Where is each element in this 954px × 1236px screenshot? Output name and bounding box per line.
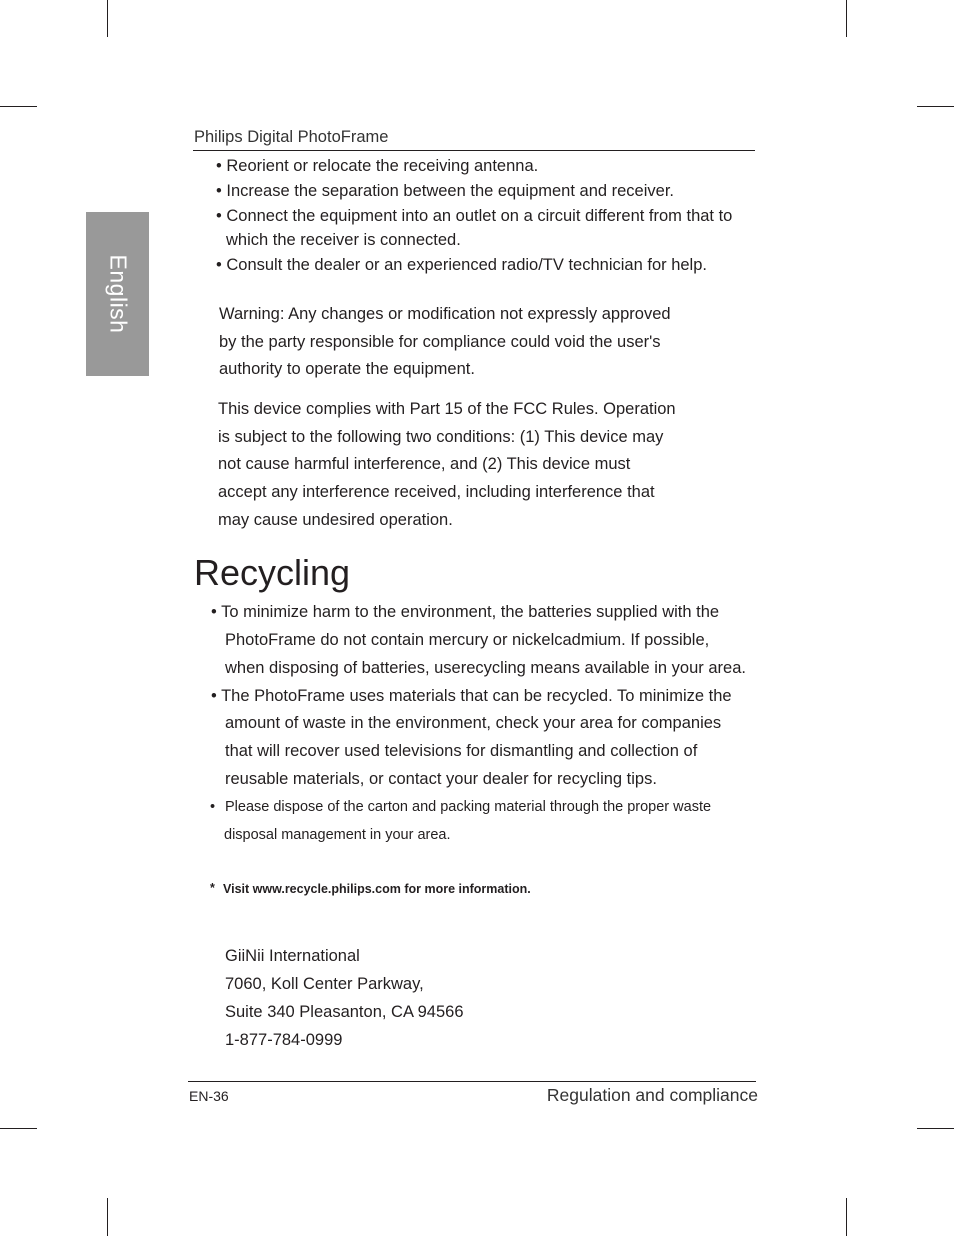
crop-mark [107, 1198, 108, 1236]
crop-mark [917, 1128, 954, 1129]
recycling-heading: Recycling [194, 552, 351, 593]
crop-mark [846, 1198, 847, 1236]
fcc-statement: accept any interference received, including interference that [218, 483, 655, 501]
city-address: Suite 340 Pleasanton, CA 94566 [225, 1003, 464, 1021]
phone-number: 1-877-784-0999 [225, 1031, 343, 1049]
warning-text: authority to operate the equipment. [219, 360, 475, 378]
note-asterisk: * [210, 881, 215, 895]
crop-mark [917, 106, 954, 107]
warning-text: Warning: Any changes or modification not expressly approved [219, 305, 671, 323]
fcc-tip: • Increase the separation between the equipment and receiver. [216, 182, 674, 200]
crop-mark [107, 0, 108, 37]
recycling-item-bullet: • [210, 799, 216, 815]
recycling-item: disposal management in your area. [224, 827, 451, 843]
header-divider [193, 150, 755, 151]
fcc-tip: which the receiver is connected. [226, 231, 461, 249]
recycling-item: that will recover used televisions for dismantling and collection of [225, 742, 698, 760]
crop-mark [0, 1128, 37, 1129]
warning-text: by the party responsible for compliance could void the user's [219, 333, 661, 351]
recycling-item: • The PhotoFrame uses materials that can be recycled. To minimize the [211, 687, 732, 705]
language-tab [86, 212, 149, 376]
company-name: GiiNii International [225, 947, 360, 965]
recycling-item: when disposing of batteries, userecycling means available in your area. [225, 659, 746, 677]
fcc-statement: may cause undesired operation. [218, 511, 453, 529]
fcc-tip: • Reorient or relocate the receiving antenna. [216, 157, 539, 175]
fcc-tip: • Consult the dealer or an experienced radio/TV technician for help. [216, 256, 707, 274]
fcc-statement: not cause harmful interference, and (2) This device must [218, 455, 631, 473]
fcc-tip: • Connect the equipment into an outlet on a circuit different from that to [216, 207, 733, 225]
street-address: 7060, Koll Center Parkway, [225, 975, 424, 993]
footer-divider [188, 1081, 756, 1082]
language-tab-label: English [105, 254, 131, 334]
fcc-statement: This device complies with Part 15 of the FCC Rules. Operation [218, 400, 676, 418]
recycling-item: Please dispose of the carton and packing material through the proper waste [225, 799, 712, 815]
section-name: Regulation and compliance [546, 1085, 758, 1105]
page-number: EN-36 [189, 1088, 229, 1104]
recycling-item: PhotoFrame do not contain mercury or nickelcadmium. If possible, [225, 631, 710, 649]
recycling-item: amount of waste in the environment, check your area for companies [225, 714, 722, 732]
recycling-item: reusable materials, or contact your dealer for recycling tips. [225, 770, 657, 788]
recycling-note: Visit www.recycle.philips.com for more information. [223, 882, 531, 896]
header-title: Philips Digital PhotoFrame [194, 128, 389, 146]
recycling-item: • To minimize harm to the environment, the batteries supplied with the [211, 603, 720, 621]
crop-mark [846, 0, 847, 37]
fcc-statement: is subject to the following two conditions: (1) This device may [218, 428, 664, 446]
crop-mark [0, 106, 37, 107]
